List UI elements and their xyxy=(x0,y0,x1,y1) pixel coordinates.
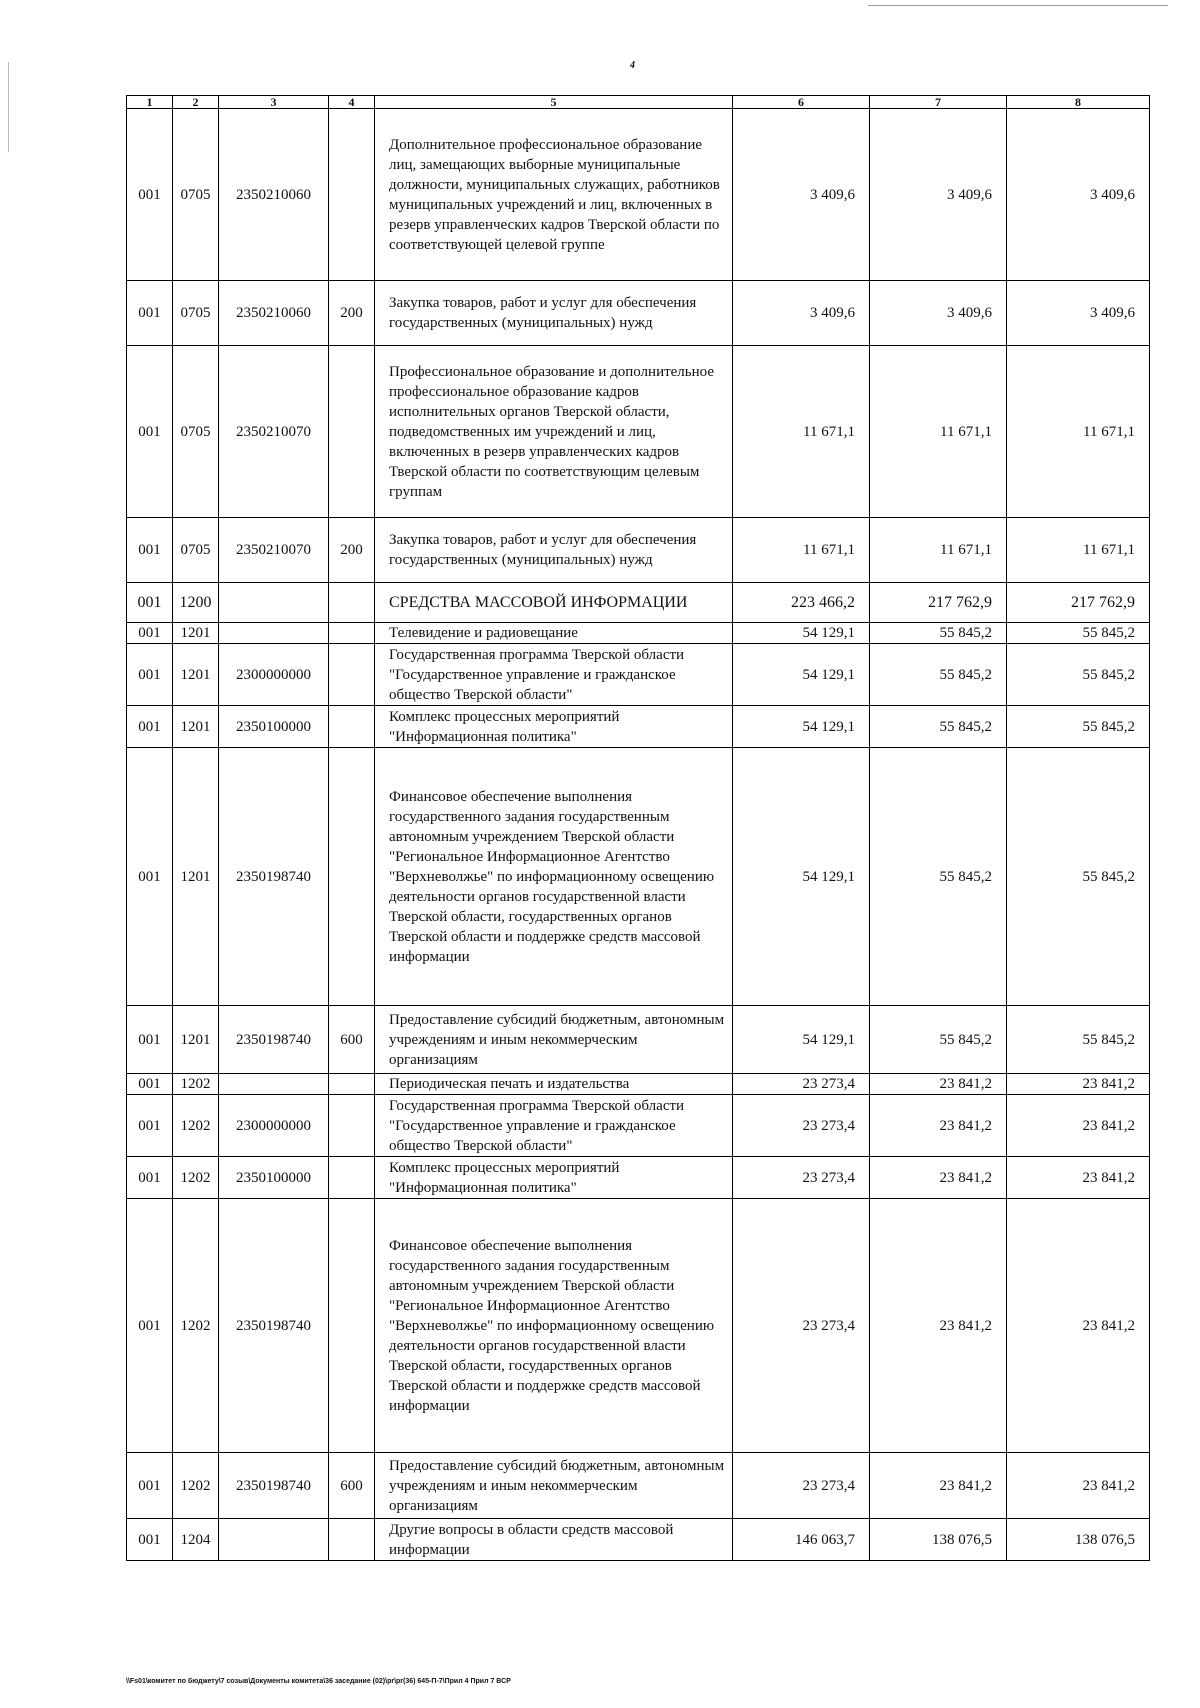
cell-expense-type: 200 xyxy=(329,281,375,346)
table-row xyxy=(127,748,1150,1006)
cell-admin-code: 001 xyxy=(127,281,173,346)
cell-expense-type: 600 xyxy=(329,1453,375,1519)
cell-admin-code: 001 xyxy=(127,1006,173,1074)
cell-section-code: 1202 xyxy=(173,1095,219,1157)
cell-admin-code: 001 xyxy=(127,1199,173,1453)
cell-amount-2: 3 409,6 xyxy=(870,109,1007,281)
cell-target-code: 2350100000 xyxy=(219,706,329,748)
cell-target-code: 2300000000 xyxy=(219,644,329,706)
table-row xyxy=(127,1095,1150,1157)
cell-expense-type xyxy=(329,583,375,623)
cell-expense-type: 200 xyxy=(329,518,375,583)
cell-description: Периодическая печать и издательства xyxy=(375,1074,733,1095)
cell-admin-code: 001 xyxy=(127,346,173,518)
cell-expense-type xyxy=(329,706,375,748)
cell-admin-code: 001 xyxy=(127,109,173,281)
cell-amount-1: 11 671,1 xyxy=(733,518,870,583)
cell-target-code: 2350210060 xyxy=(219,109,329,281)
table-row xyxy=(127,644,1150,706)
cell-admin-code: 001 xyxy=(127,1074,173,1095)
cell-target-code xyxy=(219,583,329,623)
cell-amount-3: 138 076,5 xyxy=(1007,1519,1150,1561)
cell-target-code xyxy=(219,1074,329,1095)
column-header: 1 xyxy=(127,96,173,109)
table-row xyxy=(127,1074,1150,1095)
cell-amount-3: 55 845,2 xyxy=(1007,623,1150,644)
cell-amount-1: 54 129,1 xyxy=(733,706,870,748)
cell-target-code: 2350198740 xyxy=(219,1199,329,1453)
cell-amount-2: 23 841,2 xyxy=(870,1157,1007,1199)
cell-target-code: 2300000000 xyxy=(219,1095,329,1157)
cell-admin-code: 001 xyxy=(127,1095,173,1157)
cell-section-code: 1201 xyxy=(173,706,219,748)
cell-admin-code: 001 xyxy=(127,583,173,623)
cell-description: Предоставление субсидий бюджетным, автономным учреждениям и иным некоммерческим организациям xyxy=(375,1006,733,1074)
cell-section-code: 1200 xyxy=(173,583,219,623)
cell-amount-1: 54 129,1 xyxy=(733,748,870,1006)
cell-description: Комплекс процессных мероприятий "Информационная политика" xyxy=(375,706,733,748)
cell-expense-type xyxy=(329,346,375,518)
cell-target-code xyxy=(219,623,329,644)
cell-amount-2: 23 841,2 xyxy=(870,1199,1007,1453)
cell-expense-type xyxy=(329,1519,375,1561)
cell-target-code: 2350210060 xyxy=(219,281,329,346)
cell-description: СРЕДСТВА МАССОВОЙ ИНФОРМАЦИИ xyxy=(375,583,733,623)
cell-amount-3: 23 841,2 xyxy=(1007,1199,1150,1453)
cell-amount-2: 217 762,9 xyxy=(870,583,1007,623)
cell-expense-type xyxy=(329,1199,375,1453)
table-row xyxy=(127,281,1150,346)
cell-section-code: 1202 xyxy=(173,1453,219,1519)
cell-amount-1: 23 273,4 xyxy=(733,1157,870,1199)
cell-amount-2: 3 409,6 xyxy=(870,281,1007,346)
cell-amount-2: 23 841,2 xyxy=(870,1453,1007,1519)
cell-expense-type xyxy=(329,1157,375,1199)
cell-amount-2: 55 845,2 xyxy=(870,706,1007,748)
cell-section-code: 0705 xyxy=(173,281,219,346)
table-row xyxy=(127,1453,1150,1519)
cell-expense-type xyxy=(329,1095,375,1157)
cell-expense-type xyxy=(329,109,375,281)
cell-expense-type: 600 xyxy=(329,1006,375,1074)
cell-target-code: 2350198740 xyxy=(219,1006,329,1074)
cell-amount-2: 11 671,1 xyxy=(870,518,1007,583)
cell-amount-3: 11 671,1 xyxy=(1007,518,1150,583)
column-header: 7 xyxy=(870,96,1007,109)
cell-expense-type xyxy=(329,748,375,1006)
cell-target-code: 2350210070 xyxy=(219,346,329,518)
page-number: 4 xyxy=(630,60,635,71)
column-header: 3 xyxy=(219,96,329,109)
cell-amount-1: 54 129,1 xyxy=(733,644,870,706)
table-row xyxy=(127,109,1150,281)
cell-amount-1: 3 409,6 xyxy=(733,109,870,281)
cell-amount-2: 55 845,2 xyxy=(870,1006,1007,1074)
cell-amount-3: 55 845,2 xyxy=(1007,1006,1150,1074)
cell-amount-1: 54 129,1 xyxy=(733,1006,870,1074)
column-header: 4 xyxy=(329,96,375,109)
cell-amount-3: 23 841,2 xyxy=(1007,1095,1150,1157)
cell-description: Профессиональное образование и дополнительное профессиональное образование кадров исполнительных органов Тверской области, подведомственных им учреждений и лиц, включенных в резерв управленческих кадров Тверской области по соответствующим целевым группам xyxy=(375,346,733,518)
table-row xyxy=(127,583,1150,623)
cell-description: Другие вопросы в области средств массовой информации xyxy=(375,1519,733,1561)
cell-amount-2: 23 841,2 xyxy=(870,1095,1007,1157)
cell-amount-3: 55 845,2 xyxy=(1007,644,1150,706)
table-row xyxy=(127,706,1150,748)
cell-admin-code: 001 xyxy=(127,706,173,748)
cell-admin-code: 001 xyxy=(127,748,173,1006)
table-row xyxy=(127,1199,1150,1453)
cell-target-code xyxy=(219,1519,329,1561)
cell-expense-type xyxy=(329,1074,375,1095)
cell-amount-2: 23 841,2 xyxy=(870,1074,1007,1095)
cell-description: Закупка товаров, работ и услуг для обеспечения государственных (муниципальных) нужд xyxy=(375,281,733,346)
cell-description: Телевидение и радиовещание xyxy=(375,623,733,644)
cell-section-code: 1202 xyxy=(173,1074,219,1095)
column-header: 5 xyxy=(375,96,733,109)
cell-amount-3: 3 409,6 xyxy=(1007,109,1150,281)
file-path-footer: \\Fs01\комитет по бюджету\7 созыв\Документы комитета\36 заседание (02)\pr\pr(36) 645-П-7\Прил 4 Прил 7 ВСР xyxy=(126,1678,511,1685)
cell-amount-3: 3 409,6 xyxy=(1007,281,1150,346)
cell-admin-code: 001 xyxy=(127,518,173,583)
scan-top-line xyxy=(868,5,1168,6)
table-row xyxy=(127,346,1150,518)
cell-admin-code: 001 xyxy=(127,644,173,706)
cell-amount-1: 54 129,1 xyxy=(733,623,870,644)
cell-section-code: 1201 xyxy=(173,623,219,644)
cell-description: Дополнительное профессиональное образование лиц, замещающих выборные муниципальные должности, муниципальных служащих, работников муниципальных учреждений и лиц, включенных в резерв управленческих кадров Тверской области по соответствующей целевой группе xyxy=(375,109,733,281)
table-row xyxy=(127,1006,1150,1074)
cell-amount-1: 23 273,4 xyxy=(733,1074,870,1095)
cell-amount-3: 55 845,2 xyxy=(1007,706,1150,748)
cell-amount-1: 23 273,4 xyxy=(733,1453,870,1519)
cell-description: Финансовое обеспечение выполнения государственного задания государственным автономным учреждением Тверской области "Региональное Информационное Агентство "Верхневолжье" по информационному освещению деятельности органов государственной власти Тверской области, государственных органов Тверской области и поддержке средств массовой информации xyxy=(375,1199,733,1453)
cell-description: Государственная программа Тверской области "Государственное управление и гражданское общество Тверской области" xyxy=(375,1095,733,1157)
cell-description: Государственная программа Тверской области "Государственное управление и гражданское общество Тверской области" xyxy=(375,644,733,706)
column-number-row xyxy=(127,96,1150,109)
cell-amount-1: 3 409,6 xyxy=(733,281,870,346)
cell-description: Комплекс процессных мероприятий "Информационная политика" xyxy=(375,1157,733,1199)
cell-target-code: 2350198740 xyxy=(219,1453,329,1519)
cell-section-code: 0705 xyxy=(173,518,219,583)
cell-amount-1: 223 466,2 xyxy=(733,583,870,623)
cell-amount-3: 23 841,2 xyxy=(1007,1453,1150,1519)
cell-amount-3: 55 845,2 xyxy=(1007,748,1150,1006)
cell-amount-1: 146 063,7 xyxy=(733,1519,870,1561)
cell-admin-code: 001 xyxy=(127,1519,173,1561)
cell-admin-code: 001 xyxy=(127,1157,173,1199)
cell-section-code: 1204 xyxy=(173,1519,219,1561)
cell-expense-type xyxy=(329,644,375,706)
cell-section-code: 1202 xyxy=(173,1157,219,1199)
table-row xyxy=(127,1157,1150,1199)
cell-target-code: 2350210070 xyxy=(219,518,329,583)
cell-admin-code: 001 xyxy=(127,1453,173,1519)
cell-amount-2: 55 845,2 xyxy=(870,644,1007,706)
cell-amount-2: 55 845,2 xyxy=(870,748,1007,1006)
cell-amount-2: 55 845,2 xyxy=(870,623,1007,644)
table-row xyxy=(127,623,1150,644)
cell-description: Финансовое обеспечение выполнения государственного задания государственным автономным учреждением Тверской области "Региональное Информационное Агентство "Верхневолжье" по информационному освещению деятельности органов государственной власти Тверской области, государственных органов Тверской области и поддержке средств массовой информации xyxy=(375,748,733,1006)
cell-description: Закупка товаров, работ и услуг для обеспечения государственных (муниципальных) нужд xyxy=(375,518,733,583)
cell-admin-code: 001 xyxy=(127,623,173,644)
column-header: 6 xyxy=(733,96,870,109)
column-header: 8 xyxy=(1007,96,1150,109)
cell-amount-1: 11 671,1 xyxy=(733,346,870,518)
table-row xyxy=(127,1519,1150,1561)
cell-amount-3: 23 841,2 xyxy=(1007,1157,1150,1199)
budget-table xyxy=(126,95,1150,1561)
cell-section-code: 1202 xyxy=(173,1199,219,1453)
cell-amount-3: 217 762,9 xyxy=(1007,583,1150,623)
column-header: 2 xyxy=(173,96,219,109)
cell-amount-2: 11 671,1 xyxy=(870,346,1007,518)
cell-amount-2: 138 076,5 xyxy=(870,1519,1007,1561)
cell-target-code: 2350198740 xyxy=(219,748,329,1006)
cell-amount-1: 23 273,4 xyxy=(733,1199,870,1453)
cell-amount-3: 23 841,2 xyxy=(1007,1074,1150,1095)
cell-section-code: 0705 xyxy=(173,109,219,281)
cell-section-code: 1201 xyxy=(173,748,219,1006)
cell-amount-3: 11 671,1 xyxy=(1007,346,1150,518)
cell-section-code: 1201 xyxy=(173,644,219,706)
scan-left-mark xyxy=(8,62,9,152)
table-row xyxy=(127,518,1150,583)
cell-expense-type xyxy=(329,623,375,644)
cell-section-code: 1201 xyxy=(173,1006,219,1074)
cell-description: Предоставление субсидий бюджетным, автономным учреждениям и иным некоммерческим организациям xyxy=(375,1453,733,1519)
cell-target-code: 2350100000 xyxy=(219,1157,329,1199)
cell-section-code: 0705 xyxy=(173,346,219,518)
cell-amount-1: 23 273,4 xyxy=(733,1095,870,1157)
